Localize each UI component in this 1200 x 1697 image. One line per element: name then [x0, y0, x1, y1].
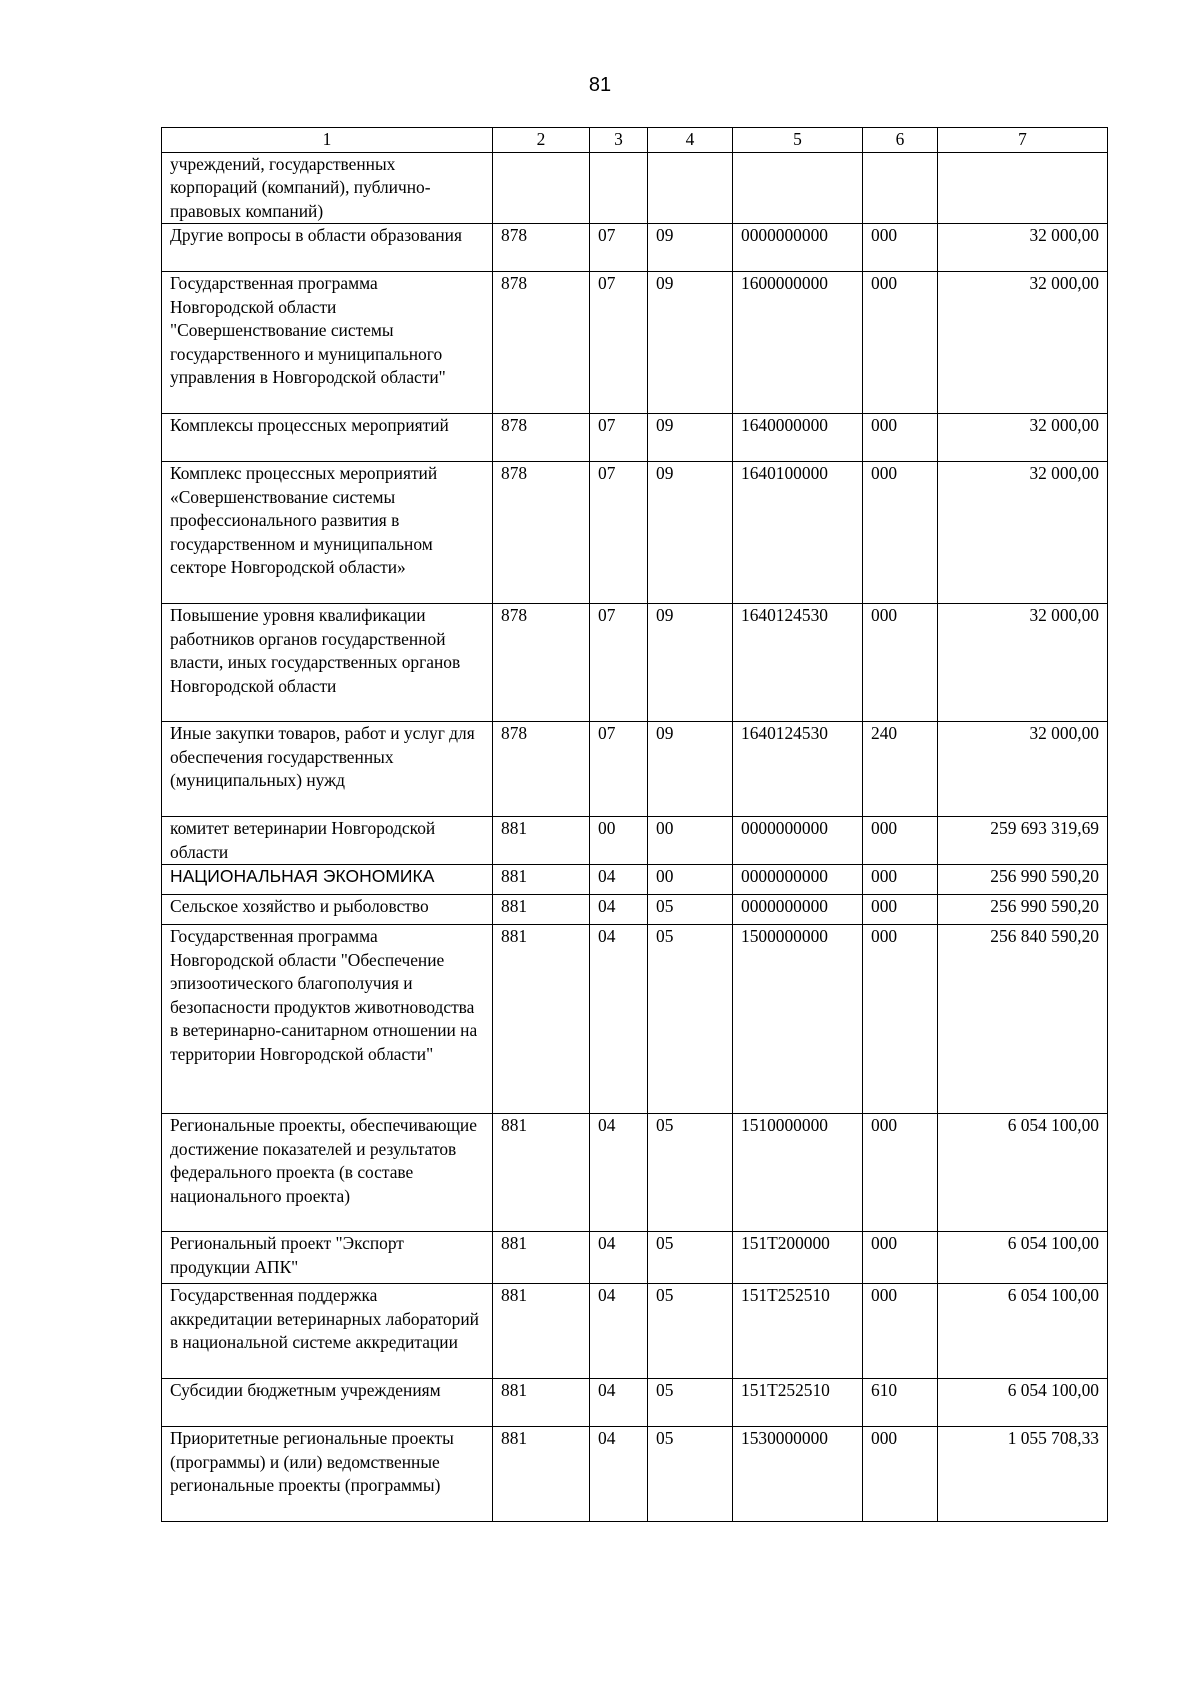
cell-code-4: 09 — [648, 224, 733, 272]
cell-code-5: 1640000000 — [733, 414, 863, 462]
cell-code-6: 000 — [863, 1114, 938, 1232]
cell-code-6: 000 — [863, 817, 938, 865]
cell-code-5: 1640124530 — [733, 722, 863, 817]
cell-code-3 — [590, 152, 648, 224]
cell-amount: 32 000,00 — [938, 462, 1108, 604]
column-header: 4 — [648, 128, 733, 153]
cell-code-4: 09 — [648, 722, 733, 817]
cell-code-4: 05 — [648, 895, 733, 925]
cell-amount: 259 693 319,69 — [938, 817, 1108, 865]
cell-code-6 — [863, 152, 938, 224]
row-name: комитет ветеринарии Новгородской области — [162, 817, 493, 865]
row-name: Государственная программа Новгородской области "Совершенствование системы государственного и муниципального управления в Новгородской области" — [162, 272, 493, 414]
table-row — [162, 722, 1108, 817]
cell-code-2: 878 — [493, 462, 590, 604]
column-header: 2 — [493, 128, 590, 153]
cell-code-3: 04 — [590, 1114, 648, 1232]
table-row — [162, 925, 1108, 1114]
cell-code-6: 000 — [863, 462, 938, 604]
cell-code-3: 00 — [590, 817, 648, 865]
row-name: Сельское хозяйство и рыболовство — [162, 895, 493, 925]
cell-code-5: 1600000000 — [733, 272, 863, 414]
cell-amount: 256 990 590,20 — [938, 895, 1108, 925]
cell-code-3: 04 — [590, 865, 648, 895]
cell-code-4: 09 — [648, 272, 733, 414]
cell-amount — [938, 152, 1108, 224]
cell-code-6: 240 — [863, 722, 938, 817]
cell-code-2: 878 — [493, 604, 590, 722]
cell-code-6: 610 — [863, 1379, 938, 1427]
table-row — [162, 895, 1108, 925]
cell-amount: 32 000,00 — [938, 272, 1108, 414]
cell-amount: 6 054 100,00 — [938, 1284, 1108, 1379]
row-name: Приоритетные региональные проекты (программы) и (или) ведомственные региональные проекты (программы) — [162, 1427, 493, 1522]
cell-code-3: 04 — [590, 1427, 648, 1522]
cell-code-2: 881 — [493, 1379, 590, 1427]
cell-code-5: 1640124530 — [733, 604, 863, 722]
row-name: Повышение уровня квалификации работников органов государственной власти, иных государственных органов Новгородской области — [162, 604, 493, 722]
cell-code-3: 04 — [590, 895, 648, 925]
row-name: Комплексы процессных мероприятий — [162, 414, 493, 462]
cell-amount: 6 054 100,00 — [938, 1232, 1108, 1284]
cell-code-2: 881 — [493, 895, 590, 925]
row-name: учреждений, государственных корпораций (компаний), публично-правовых компаний) — [162, 152, 493, 224]
cell-code-2: 881 — [493, 925, 590, 1114]
row-name: Государственная поддержка аккредитации ветеринарных лабораторий в национальной системе аккредитации — [162, 1284, 493, 1379]
cell-code-5: 151T252510 — [733, 1284, 863, 1379]
row-name: Государственная программа Новгородской области "Обеспечение эпизоотического благополучия и безопасности продуктов животноводства в ветеринарно-санитарном отношении на территории Новгородской области" — [162, 925, 493, 1114]
table-row — [162, 152, 1108, 224]
cell-code-2: 881 — [493, 865, 590, 895]
row-name: Субсидии бюджетным учреждениям — [162, 1379, 493, 1427]
table-header-row — [162, 128, 1108, 153]
cell-code-6: 000 — [863, 272, 938, 414]
cell-code-4: 05 — [648, 925, 733, 1114]
cell-code-3: 07 — [590, 722, 648, 817]
cell-code-4: 09 — [648, 604, 733, 722]
cell-code-2: 881 — [493, 817, 590, 865]
column-header: 7 — [938, 128, 1108, 153]
table-row — [162, 414, 1108, 462]
table-row — [162, 224, 1108, 272]
cell-code-2 — [493, 152, 590, 224]
cell-code-5: 151T252510 — [733, 1379, 863, 1427]
cell-amount: 32 000,00 — [938, 722, 1108, 817]
page-number: 81 — [588, 74, 612, 96]
cell-amount: 256 840 590,20 — [938, 925, 1108, 1114]
row-name: НАЦИОНАЛЬНАЯ ЭКОНОМИКА — [162, 865, 493, 895]
cell-code-3: 04 — [590, 1232, 648, 1284]
table-row — [162, 1379, 1108, 1427]
row-name: Региональный проект "Экспорт продукции АПК" — [162, 1232, 493, 1284]
cell-code-4 — [648, 152, 733, 224]
cell-code-6: 000 — [863, 925, 938, 1114]
cell-code-3: 07 — [590, 224, 648, 272]
cell-code-6: 000 — [863, 1427, 938, 1522]
table-row — [162, 462, 1108, 604]
cell-code-3: 04 — [590, 925, 648, 1114]
cell-code-5: 0000000000 — [733, 817, 863, 865]
cell-amount: 32 000,00 — [938, 224, 1108, 272]
cell-code-5 — [733, 152, 863, 224]
cell-code-3: 04 — [590, 1379, 648, 1427]
row-name: Региональные проекты, обеспечивающие достижение показателей и результатов федерального проекта (в составе национального проекта) — [162, 1114, 493, 1232]
cell-code-5: 1510000000 — [733, 1114, 863, 1232]
cell-amount: 32 000,00 — [938, 414, 1108, 462]
cell-code-3: 07 — [590, 604, 648, 722]
cell-code-4: 05 — [648, 1232, 733, 1284]
cell-code-2: 878 — [493, 272, 590, 414]
row-name: Иные закупки товаров, работ и услуг для обеспечения государственных (муниципальных) нужд — [162, 722, 493, 817]
cell-amount: 6 054 100,00 — [938, 1114, 1108, 1232]
cell-code-5: 1500000000 — [733, 925, 863, 1114]
cell-code-3: 07 — [590, 414, 648, 462]
table-row — [162, 817, 1108, 865]
cell-code-5: 0000000000 — [733, 865, 863, 895]
cell-code-2: 881 — [493, 1232, 590, 1284]
row-name: Комплекс процессных мероприятий «Совершенствование системы профессионального развития в государственном и муниципальном секторе Новгородской области» — [162, 462, 493, 604]
cell-amount: 256 990 590,20 — [938, 865, 1108, 895]
cell-code-4: 09 — [648, 462, 733, 604]
cell-code-6: 000 — [863, 604, 938, 722]
cell-amount: 6 054 100,00 — [938, 1379, 1108, 1427]
cell-code-3: 07 — [590, 272, 648, 414]
cell-code-4: 09 — [648, 414, 733, 462]
cell-code-5: 0000000000 — [733, 224, 863, 272]
cell-code-6: 000 — [863, 1284, 938, 1379]
cell-code-4: 05 — [648, 1427, 733, 1522]
table-row — [162, 865, 1108, 895]
column-header: 6 — [863, 128, 938, 153]
column-header: 5 — [733, 128, 863, 153]
cell-code-5: 1640100000 — [733, 462, 863, 604]
budget-table — [161, 127, 1108, 1522]
cell-code-5: 1530000000 — [733, 1427, 863, 1522]
cell-code-2: 881 — [493, 1114, 590, 1232]
cell-code-3: 07 — [590, 462, 648, 604]
cell-code-6: 000 — [863, 895, 938, 925]
table-row — [162, 604, 1108, 722]
cell-code-2: 881 — [493, 1427, 590, 1522]
table-row — [162, 1114, 1108, 1232]
table-row — [162, 1232, 1108, 1284]
table-row — [162, 1427, 1108, 1522]
cell-code-2: 878 — [493, 224, 590, 272]
table-row — [162, 1284, 1108, 1379]
cell-code-4: 05 — [648, 1114, 733, 1232]
cell-code-6: 000 — [863, 414, 938, 462]
cell-code-6: 000 — [863, 1232, 938, 1284]
cell-code-5: 151T200000 — [733, 1232, 863, 1284]
cell-code-6: 000 — [863, 865, 938, 895]
cell-code-4: 00 — [648, 817, 733, 865]
cell-code-4: 05 — [648, 1379, 733, 1427]
cell-amount: 32 000,00 — [938, 604, 1108, 722]
cell-code-4: 00 — [648, 865, 733, 895]
cell-code-3: 04 — [590, 1284, 648, 1379]
cell-code-6: 000 — [863, 224, 938, 272]
cell-amount: 1 055 708,33 — [938, 1427, 1108, 1522]
column-header: 3 — [590, 128, 648, 153]
row-name: Другие вопросы в области образования — [162, 224, 493, 272]
cell-code-5: 0000000000 — [733, 895, 863, 925]
table-row — [162, 272, 1108, 414]
cell-code-2: 878 — [493, 722, 590, 817]
cell-code-4: 05 — [648, 1284, 733, 1379]
cell-code-2: 878 — [493, 414, 590, 462]
column-header: 1 — [162, 128, 493, 153]
cell-code-2: 881 — [493, 1284, 590, 1379]
